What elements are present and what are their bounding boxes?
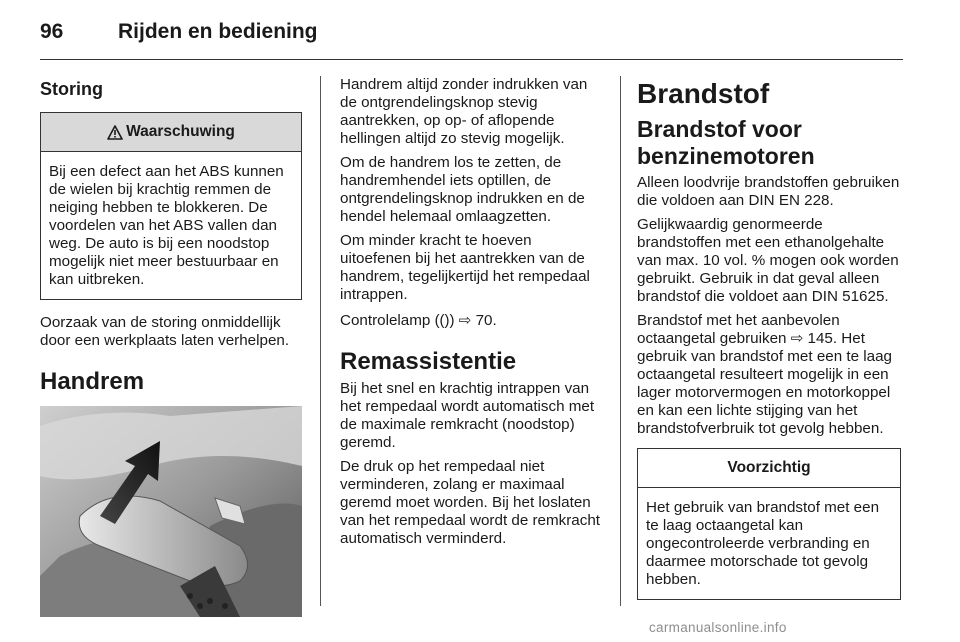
octane-text-after: 145. Het gebruik van brandstof met een te laag octaangetal resulteert mogelijk in een lager motorvermogen en motorkoppel en kan een lichte stijging van het brandstofverbruik tot gevolg hebben.: [637, 330, 892, 437]
page-header: [40, 20, 318, 44]
column-left: [40, 76, 302, 617]
section-title: Rijden en bediening: [118, 20, 318, 43]
paragraph-brandstof-1: Alleen loodvrije brandstoffen gebruiken die voldoen aan DIN EN 228.: [637, 174, 900, 209]
warning-box-text: Bij een defect aan het ABS kunnen de wielen bij krachtig remmen de neiging hebben te blokkeren. De voordelen van het ABS vallen dan weg. De auto is bij een noodstop mogelijk niet meer bestuurbaar en kan uitbreken.: [49, 163, 284, 288]
heading-handrem: Handrem: [40, 368, 145, 395]
heading-remassistentie: Remassistentie: [340, 348, 517, 375]
paragraph-handrem-2: Om de handrem los te zetten, de handremhendel iets optillen, de ontgrendelingsknop indrukken en de hendel helemaal omlaagzetten.: [340, 154, 585, 225]
column-middle: [340, 76, 604, 554]
heading-brandstof: Brandstof: [637, 78, 770, 109]
paragraph-handrem-3: Om minder kracht te hoeven uitoefenen bij het aantrekken van de handrem, tegelijkertijd het rempedaal intrappen.: [340, 232, 590, 303]
caution-box-text: Het gebruik van brandstof met een te laag octaangetal kan ongecontroleerde verbranding en daarmee motorschade tot gevolg hebben.: [646, 499, 880, 588]
control-lamp-page-reference: 70.: [475, 312, 497, 329]
paragraph-brandstof-3: [637, 312, 901, 438]
page-reference-arrow-icon: ⇨: [458, 312, 472, 329]
caution-box-header: Voorzichtig: [638, 449, 900, 488]
brake-lamp-icon: (()): [434, 312, 455, 329]
paragraph-cause: Oorzaak van de storing onmiddellijk door een werkplaats laten verhelpen.: [40, 314, 290, 349]
paragraph-brandstof-2: Gelijkwaardig genormeerde brandstoffen met een ethanolgehalte van max. 10 vol. % mogen ook worden gebruikt. Gebruik in dat geval alleen brandstof die voldoet aan DIN 51625.: [637, 216, 899, 305]
control-lamp-label: Controlelamp: [340, 312, 431, 329]
heading-storing: Storing: [40, 79, 103, 99]
handbrake-drawing: [40, 406, 302, 617]
control-lamp-reference: [340, 312, 604, 330]
page-number: 96: [40, 20, 64, 43]
handbrake-illustration: [40, 406, 302, 617]
header-rule: [40, 59, 903, 60]
column-divider-2: [620, 76, 621, 606]
warning-triangle-icon: [107, 125, 123, 140]
paragraph-remassistentie-1: Bij het snel en krachtig intrappen van het rempedaal wordt automatisch met de maximale remkracht (noodstop) geremd.: [340, 380, 595, 451]
caution-box: [637, 448, 901, 600]
warning-box-title: Waarschuwing: [126, 123, 235, 140]
column-divider-1: [320, 76, 321, 606]
warning-box-header: [41, 113, 301, 152]
column-right: [637, 76, 901, 614]
page-reference-arrow-icon: ⇨: [790, 330, 804, 347]
paragraph-remassistentie-2: De druk op het rempedaal niet verminderen, zolang er maximaal geremd moet worden. Bij het loslaten van het rempedaal wordt de remkracht automatisch verminderd.: [340, 458, 601, 547]
watermark: carmanualsonline.info: [649, 620, 787, 635]
warning-box: [40, 112, 302, 300]
octane-text-before: Brandstof met het aanbevolen octaangetal gebruiken: [637, 312, 840, 347]
paragraph-handrem-1: Handrem altijd zonder indrukken van de ontgrendelingsknop stevig aantrekken, op op- of aflopende hellingen altijd zo stevig mogelijk.: [340, 76, 588, 147]
subheading-benzinemotoren: Brandstof voor benzinemotoren: [637, 116, 815, 169]
